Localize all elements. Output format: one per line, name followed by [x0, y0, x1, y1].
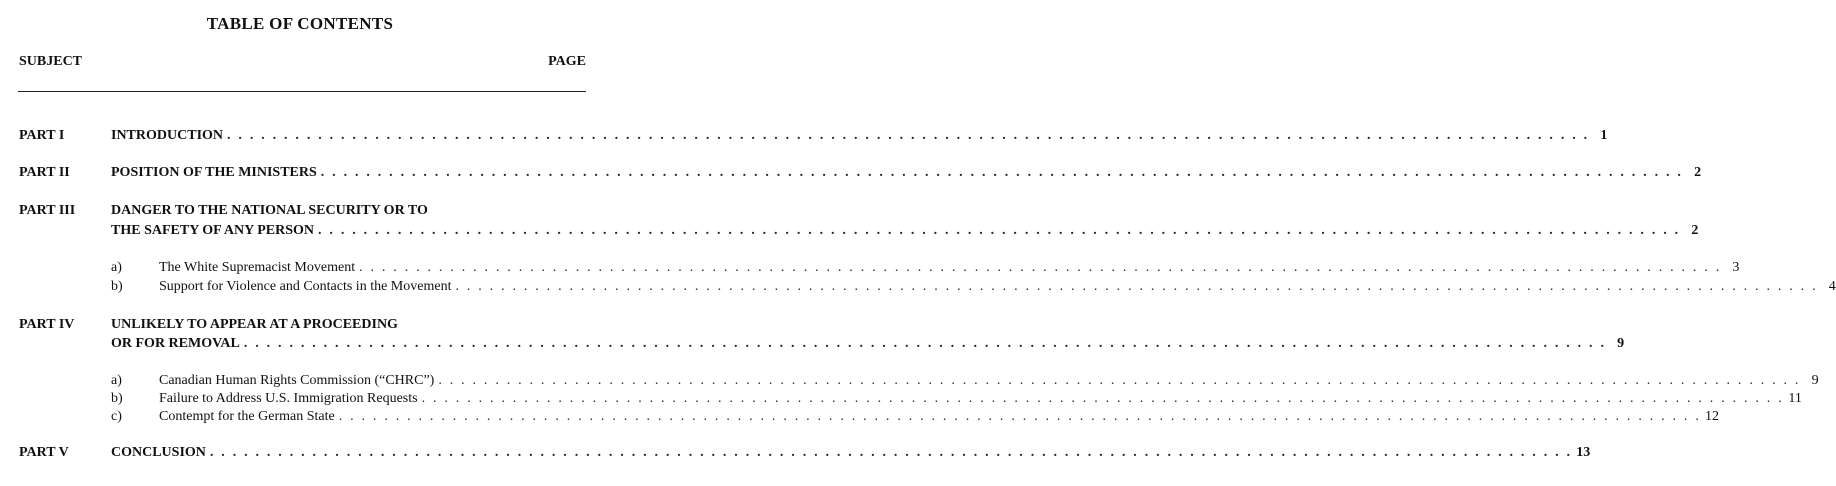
subentry-page: 11 — [1788, 391, 1802, 406]
toc-entry-introduction — [111, 127, 1608, 145]
part-label-4: PART IV — [19, 317, 75, 332]
sub-letter: b) — [111, 391, 123, 406]
subentry-page: 4 — [1828, 279, 1836, 294]
subentry-title: Canadian Human Rights Commission (“CHRC”) — [159, 373, 435, 388]
dot-leader: . . . . . . . . . . . . . . . . . . . . . . . . . . . . . . . . . . . . . . . . . . . . . . . . . . . . . . . . . . . . . . . . . . . . . . . . . . . . . . . . . . . . . . . . . . . . . . . . . . . . . . . . . . . . . . . . . . . . . . . . — [318, 223, 1681, 238]
part-label-5: PART V — [19, 445, 69, 460]
entry-title: CONCLUSION — [111, 445, 206, 460]
dot-leader: . . . . . . . . . . . . . . . . . . . . . . . . . . . . . . . . . . . . . . . . . . . . . . . . . . . . . . . . . . . . . . . . . . . . . . . . . . . . . . . . . . . . . . . . . . . . . . . . . . . . . . . . . . . . . . . . . . . . . . . . — [338, 409, 1702, 424]
entry-title-line1: DANGER TO THE NATIONAL SECURITY OR TO — [111, 203, 428, 218]
sub-letter: a) — [111, 260, 122, 275]
dot-leader: . . . . . . . . . . . . . . . . . . . . . . . . . . . . . . . . . . . . . . . . . . . . . . . . . . . . . . . . . . . . . . . . . . . . . . . . . . . . . . . . . . . . . . . . . . . . . . . . . . . . . . . . . . . . . . . . . . . . . . . . — [359, 260, 1722, 275]
dot-leader: . . . . . . . . . . . . . . . . . . . . . . . . . . . . . . . . . . . . . . . . . . . . . . . . . . . . . . . . . . . . . . . . . . . . . . . . . . . . . . . . . . . . . . . . . . . . . . . . . . . . . . . . . . . . . . . . . . . . . . . . — [243, 336, 1607, 351]
entry-title: INTRODUCTION — [111, 128, 224, 143]
subentry-title: The White Supremacist Movement — [159, 260, 356, 275]
entry-title-line1: UNLIKELY TO APPEAR AT A PROCEEDING — [111, 317, 398, 332]
part-label-3: PART III — [19, 203, 76, 218]
dot-leader: . . . . . . . . . . . . . . . . . . . . . . . . . . . . . . . . . . . . . . . . . . . . . . . . . . . . . . . . . . . . . . . . . . . . . . . . . . . . . . . . . . . . . . . . . . . . . . . . . . . . . . . . . . . . . . . . . . . . . . . . — [227, 128, 1590, 143]
toc-subentry-white-supremacist — [159, 259, 1740, 277]
page-column-header: PAGE — [548, 54, 586, 69]
header-divider — [18, 91, 586, 92]
dot-leader: . . . . . . . . . . . . . . . . . . . . . . . . . . . . . . . . . . . . . . . . . . . . . . . . . . . . . . . . . . . . . . . . . . . . . . . . . . . . . . . . . . . . . . . . . . . . . . . . . . . . . . . . . . . . . . . . . . . . . . . . — [421, 391, 1784, 406]
toc-entry-danger — [111, 222, 1699, 240]
toc-subentry-german-state — [159, 408, 1720, 426]
dot-leader: . . . . . . . . . . . . . . . . . . . . . . . . . . . . . . . . . . . . . . . . . . . . . . . . . . . . . . . . . . . . . . . . . . . . . . . . . . . . . . . . . . . . . . . . . . . . . . . . . . . . . . . . . . . . . . . . . . . . . . . . — [438, 373, 1801, 388]
sub-letter: b) — [111, 279, 123, 294]
subentry-title: Contempt for the German State — [159, 409, 335, 424]
page-title: TABLE OF CONTENTS — [206, 14, 394, 33]
entry-page: 2 — [1694, 165, 1702, 180]
subject-column-header: SUBJECT — [19, 54, 83, 69]
part-label-1: PART I — [19, 128, 65, 143]
toc-entry-position-of-ministers — [111, 164, 1702, 182]
entry-title-line2: THE SAFETY OF ANY PERSON — [111, 223, 315, 238]
entry-title-line2: OR FOR REMOVAL — [111, 336, 240, 351]
toc-subentry-chrc — [159, 372, 1819, 390]
subentry-page: 12 — [1705, 409, 1720, 424]
subentry-page: 9 — [1811, 373, 1819, 388]
toc-entry-conclusion — [111, 444, 1591, 462]
toc-entry-unlikely-to-appear — [111, 335, 1625, 353]
subentry-title: Failure to Address U.S. Immigration Requests — [159, 391, 418, 406]
entry-page: 2 — [1691, 223, 1699, 238]
toc-subentry-support-violence — [159, 278, 1836, 296]
sub-letter: a) — [111, 373, 122, 388]
dot-leader: . . . . . . . . . . . . . . . . . . . . . . . . . . . . . . . . . . . . . . . . . . . . . . . . . . . . . . . . . . . . . . . . . . . . . . . . . . . . . . . . . . . . . . . . . . . . . . . . . . . . . . . . . . . . . . . . . . . . . . . . — [320, 165, 1684, 180]
subentry-title: Support for Violence and Contacts in the Movement — [159, 279, 452, 294]
entry-page: 9 — [1617, 336, 1625, 351]
subentry-page: 3 — [1732, 260, 1740, 275]
toc-subentry-us-immigration — [159, 390, 1802, 408]
sub-letter: c) — [111, 409, 122, 424]
dot-leader: . . . . . . . . . . . . . . . . . . . . . . . . . . . . . . . . . . . . . . . . . . . . . . . . . . . . . . . . . . . . . . . . . . . . . . . . . . . . . . . . . . . . . . . . . . . . . . . . . . . . . . . . . . . . . . . . . . . . . . . . — [455, 279, 1818, 294]
entry-page: 13 — [1576, 445, 1591, 460]
dot-leader: . . . . . . . . . . . . . . . . . . . . . . . . . . . . . . . . . . . . . . . . . . . . . . . . . . . . . . . . . . . . . . . . . . . . . . . . . . . . . . . . . . . . . . . . . . . . . . . . . . . . . . . . . . . . . . . . . . . . . . . . — [209, 445, 1573, 460]
part-label-2: PART II — [19, 165, 70, 180]
entry-page: 1 — [1600, 128, 1608, 143]
entry-title: POSITION OF THE MINISTERS — [111, 165, 317, 180]
